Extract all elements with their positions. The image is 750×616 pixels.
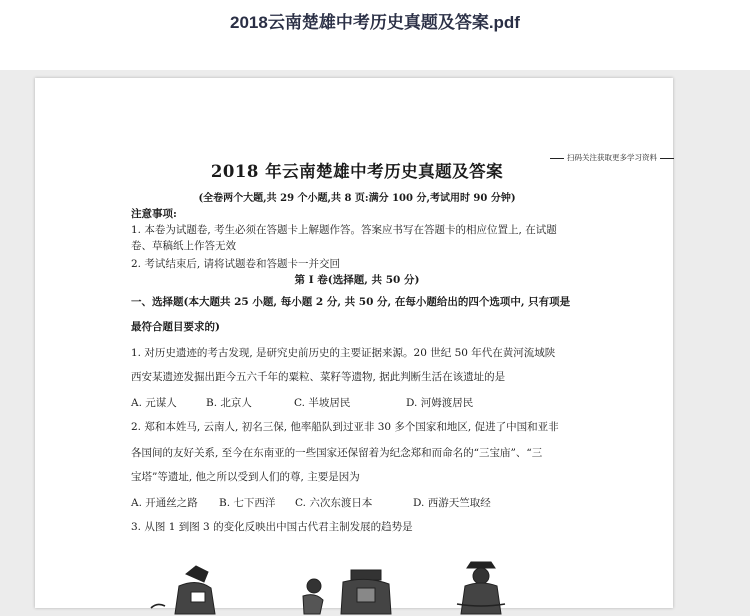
question-2-line-a: 2. 郑和本姓马, 云南人, 初名三保, 他率船队到过亚非 30 多个国家和地区, 促进了中国和亚非 — [131, 421, 559, 433]
question-2-line-c: 宝塔”等遗址, 他之所以受到人们的尊, 主要是因为 — [131, 471, 360, 483]
file-title: 2018云南楚雄中考历史真题及答案.pdf — [230, 13, 520, 32]
figure-2-emperor-illustration — [303, 570, 391, 614]
question-1-line-b: 西安某遗迹发掘出距今五六千年的粟粒、菜籽等遗物, 据此判断生活在该遗址的是 — [131, 371, 506, 383]
q1-option-a: A. 元谋人 — [131, 397, 177, 409]
question-3: 3. 从图 1 到图 3 的变化反映出中国古代君主制发展的趋势是 — [131, 521, 413, 533]
notice-line-1b: 卷、草稿纸上作答无效 — [131, 240, 236, 252]
pdf-page — [35, 78, 673, 608]
q1-option-b: B. 北京人 — [206, 397, 252, 409]
viewer-header — [0, 0, 750, 70]
notice-line-1a: 1. 本卷为试题卷, 考生必须在答题卡上解题作答。答案应书写在答题卡的相应位置上, 在试题 — [131, 224, 557, 236]
question-2-line-b: 各国间的友好关系, 至今在东南亚的一些国家还保留着为纪念郑和而命名的“三宝庙”、“三 — [131, 447, 543, 459]
figure-3-emperor-illustration — [457, 562, 505, 614]
figure-1-emperor-illustration — [151, 566, 215, 614]
watermark-text: 扫码关注获取更多学习资料 — [567, 153, 657, 162]
section-heading-a: 一、选择题(本大题共 25 小题, 每小题 2 分, 共 50 分, 在每小题给出的四个选项中, 只有项是 — [131, 296, 571, 308]
dash-right — [660, 158, 674, 159]
section-heading-b: 最符合题目要求的) — [131, 321, 220, 333]
question-1-line-a: 1. 对历史遗迹的考古发现, 是研究史前历史的主要证据来源。20 世纪 50 年代在黄河流域陕 — [131, 347, 556, 359]
question-3-figures — [131, 556, 583, 616]
volume-heading: 第 I 卷(选择题, 共 50 分) — [294, 274, 420, 286]
q2-option-d: D. 西游天竺取经 — [413, 497, 491, 509]
q2-option-c: C. 六次东渡日本 — [295, 497, 373, 509]
dash-left — [550, 158, 564, 159]
q2-option-a: A. 开通丝之路 — [131, 497, 198, 509]
q1-option-c: C. 半坡居民 — [294, 397, 351, 409]
notice-line-2: 2. 考试结束后, 请将试题卷和答题卡一并交回 — [131, 258, 341, 270]
q2-option-b: B. 七下西洋 — [219, 497, 276, 509]
watermark-note — [547, 152, 677, 163]
notice-heading: 注意事项: — [131, 208, 177, 220]
document-subtitle: (全卷两个大题,共 29 个小题,共 8 页:满分 100 分,考试用时 90 分钟) — [198, 193, 516, 204]
q1-option-d: D. 河姆渡居民 — [406, 397, 474, 409]
document-title: 2018 年云南楚雄中考历史真题及答案 — [210, 162, 504, 181]
